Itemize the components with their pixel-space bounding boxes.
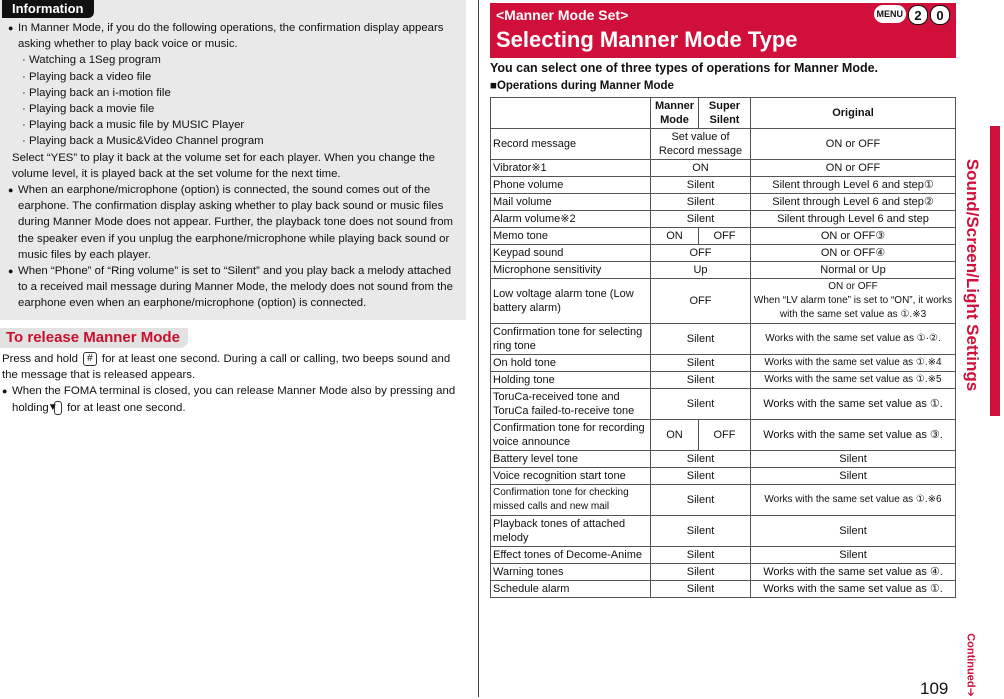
table-cell: Set value of Record message [651, 129, 751, 160]
table-cell: Keypad sound [491, 245, 651, 262]
table-row [491, 372, 956, 389]
table-cell: Silent [651, 389, 751, 420]
information-box [0, 0, 466, 320]
continued-label: Continued➔ [964, 633, 977, 697]
table-cell: Phone volume [491, 177, 651, 194]
intro-text: You can select one of three types of operations for Manner Mode. [490, 61, 879, 75]
table-cell: ON [651, 160, 751, 177]
table-row [491, 324, 956, 355]
table-row [491, 129, 956, 160]
table-cell: Voice recognition start tone [491, 468, 651, 485]
table-cell: Silent through Level 6 and step① [751, 177, 956, 194]
table-row [491, 245, 956, 262]
table-cell: Battery level tone [491, 451, 651, 468]
table-cell: Memo tone [491, 228, 651, 245]
table-cell: Confirmation tone for selecting ring tone [491, 324, 651, 355]
table-row [491, 581, 956, 598]
table-cell: Silent [651, 372, 751, 389]
table-cell: Silent [651, 564, 751, 581]
table-row [491, 228, 956, 245]
table-cell: Silent [651, 547, 751, 564]
info-bullet-1-outro: Select “YES” to play it back at the volume set for each player. When you change the volume level, it is played back at the set volume for the next time. [12, 151, 435, 180]
table-row [491, 211, 956, 228]
side-accent-bar [990, 126, 1000, 416]
table-cell: Works with the same set value as ①.※6 [751, 485, 956, 516]
table-cell: ON [651, 228, 699, 245]
operations-table [490, 97, 956, 598]
menu-shortcut [874, 5, 951, 25]
hash-key-icon: # [83, 352, 97, 366]
header-subtitle: <Manner Mode Set> [496, 7, 629, 23]
table-cell: Silent [651, 581, 751, 598]
table-header-original: Original [751, 98, 956, 129]
table-cell: Holding tone [491, 372, 651, 389]
table-cell: Silent [651, 485, 751, 516]
table-row [491, 262, 956, 279]
table-cell: Silent [751, 451, 956, 468]
table-cell: Works with the same set value as ①.※5 [751, 372, 956, 389]
down-key-icon: ▼ [54, 401, 62, 415]
table-cell: Silent through Level 6 and step [751, 211, 956, 228]
table-cell: Silent [651, 324, 751, 355]
table-cell: Silent [651, 355, 751, 372]
table-cell: Works with the same set value as ①. [751, 389, 956, 420]
table-cell: Works with the same set value as ①.※4 [751, 355, 956, 372]
table-header-blank [491, 98, 651, 129]
table-cell: ToruCa-received tone and ToruCa failed-to-receive tone [491, 389, 651, 420]
table-cell: Up [651, 262, 751, 279]
bullet-icon: ● [8, 23, 14, 33]
info-bullet-2: ● When an earphone/microphone (option) is connected, the sound comes out of the earphone. The confirmation display asking whether to play back sound or music files during Manner Mode does not appear. Further, the playback tone does not sound from the speaker even if you unplug the earphone/microphone while playing back sound or music files by each player. [8, 184, 454, 261]
table-cell: OFF [699, 420, 751, 451]
table-row [491, 547, 956, 564]
list-item: · Watching a 1Seg program [22, 54, 161, 67]
table-row [491, 564, 956, 581]
table-cell: Mail volume [491, 194, 651, 211]
table-header-manner: Manner Mode [651, 98, 699, 129]
table-cell: Silent [651, 177, 751, 194]
release-paragraph: Press and hold # for at least one second. During a call or calling, two beeps sound and the message that is released appears. [2, 352, 451, 382]
bullet-icon: ● [8, 266, 14, 277]
table-row [491, 194, 956, 211]
info-bullet-3: ● When “Phone” of “Ring volume” is set to “Silent” and you play back a melody attached to a received mail message during Manner Mode, the melody does not sound from the earphone even when an earphone/microphone (option) is connected. [8, 265, 453, 310]
table-cell: Vibrator※1 [491, 160, 651, 177]
table-cell: Works with the same set value as ④. [751, 564, 956, 581]
menu-key-icon: MENU [874, 5, 907, 23]
list-item: · Playing back a Music&Video Channel program [22, 135, 264, 148]
information-tag: Information [2, 0, 94, 18]
info-bullet-1: ● In Manner Mode, if you do the following operations, the confirmation display appears asking whether to play back voice or music. [8, 22, 444, 51]
table-row [491, 420, 956, 451]
bullet-icon: ● [2, 386, 8, 397]
table-row [491, 516, 956, 547]
table-cell: OFF [651, 279, 751, 324]
table-cell: Silent [651, 211, 751, 228]
table-row [491, 279, 956, 324]
column-divider [478, 0, 479, 697]
list-item: · Playing back an i-motion file [22, 86, 171, 99]
table-cell: Warning tones [491, 564, 651, 581]
table-cell: ON or OFF [751, 160, 956, 177]
table-row [491, 389, 956, 420]
table-cell: ON or OFF④ [751, 245, 956, 262]
page-title: Selecting Manner Mode Type [496, 27, 798, 52]
table-cell: Silent [651, 194, 751, 211]
bullet-icon: ● [8, 185, 14, 196]
release-section-title: To release Manner Mode [0, 328, 188, 348]
table-cell: Confirmation tone for checking missed calls and new mail [491, 485, 651, 516]
table-cell: Low voltage alarm tone (Low battery alarm) [491, 279, 651, 324]
list-item: · Playing back a movie file [22, 103, 155, 116]
table-header-row [491, 98, 956, 129]
table-cell: OFF [651, 245, 751, 262]
table-row [491, 485, 956, 516]
table-cell: Record message [491, 129, 651, 160]
chapter-title: Sound/Screen/Light Settings [963, 158, 982, 392]
table-row [491, 468, 956, 485]
table-cell: Silent [651, 468, 751, 485]
table-row [491, 451, 956, 468]
table-cell: Silent [751, 468, 956, 485]
information-text [8, 20, 463, 312]
table-cell: Playback tones of attached melody [491, 516, 651, 547]
table-cell: Effect tones of Decome-Anime [491, 547, 651, 564]
table-cell: On hold tone [491, 355, 651, 372]
release-bullet: ● When the FOMA terminal is closed, you can release Manner Mode also by pressing and holding ▼ for at least one second. [2, 385, 456, 414]
table-cell: Silent [651, 451, 751, 468]
release-text [2, 351, 462, 416]
section-header [490, 3, 956, 58]
table-cell: Works with the same set value as ①. [751, 581, 956, 598]
key-2-icon: 2 [908, 5, 928, 25]
table-cell: Silent [751, 547, 956, 564]
list-item: · Playing back a video file [22, 70, 152, 83]
table-cell: Alarm volume※2 [491, 211, 651, 228]
table-row [491, 160, 956, 177]
table-cell: ON or OFF③ [751, 228, 956, 245]
table-header-super: Super Silent [699, 98, 751, 129]
table-cell: Works with the same set value as ①·②. [751, 324, 956, 355]
table-row [491, 177, 956, 194]
operations-heading: ■Operations during Manner Mode [490, 80, 674, 92]
table-cell: OFF [699, 228, 751, 245]
table-cell: ON [651, 420, 699, 451]
table-cell: Confirmation tone for recording voice announce [491, 420, 651, 451]
table-cell: Silent [751, 516, 956, 547]
table-row [491, 355, 956, 372]
table-cell: ON or OFF When “LV alarm tone” is set to “ON”, it works with the same set value as ①.※3 [751, 279, 956, 324]
list-item: · Playing back a music file by MUSIC Player [22, 119, 245, 132]
table-cell: Microphone sensitivity [491, 262, 651, 279]
key-0-icon: 0 [930, 5, 950, 25]
page-number: 109 [920, 679, 949, 698]
table-cell: Schedule alarm [491, 581, 651, 598]
table-cell: ON or OFF [751, 129, 956, 160]
table-cell: Silent [651, 516, 751, 547]
table-cell: Normal or Up [751, 262, 956, 279]
table-cell: Works with the same set value as ③. [751, 420, 956, 451]
table-cell: Silent through Level 6 and step② [751, 194, 956, 211]
